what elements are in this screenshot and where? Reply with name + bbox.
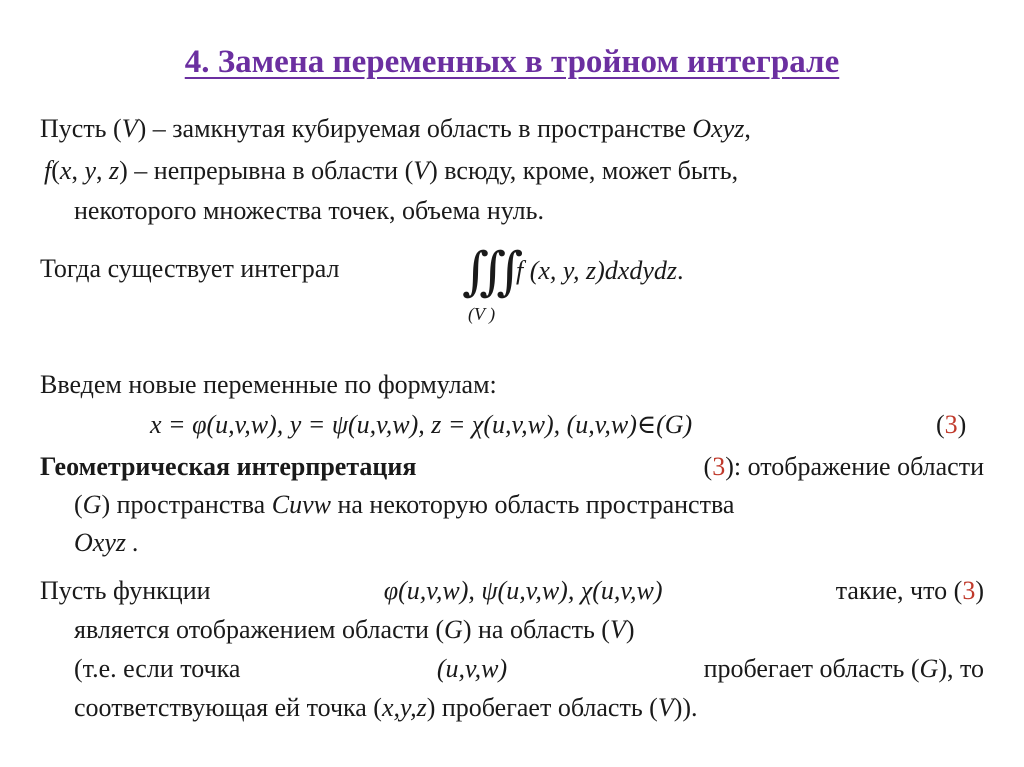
slide-title: 4. Замена переменных в тройном интеграле	[184, 44, 840, 80]
paragraph-1-line-1: Пусть (V) – замкнутая кубируемая область в пространстве Oxyz,	[40, 114, 751, 143]
integral-domain-label: (V )	[468, 304, 496, 324]
paragraph-1-line-2: f(x, y, z) – непрерывна в области (V) всюду, кроме, может быть,	[44, 156, 739, 185]
paragraph-5-line-2: является отображением области (G) на область (V)	[74, 615, 635, 644]
substitution-formula: x = φ(u,v,w), y = ψ(u,v,w), z = χ(u,v,w), (u,v,w)∈(G)	[150, 410, 693, 439]
triple-integral	[462, 242, 782, 326]
paragraph-2-text: Тогда существует интеграл	[40, 254, 340, 283]
integrand: f (x, y, z)dxdydz.	[516, 256, 684, 285]
equation-number: (3)	[936, 410, 967, 439]
paragraph-4-line-3: Oxyz .	[74, 528, 139, 557]
paragraph-3-line-1: Введем новые переменные по формулам:	[40, 370, 497, 399]
paragraph-5-line-1: Пусть функции φ(u,v,w), ψ(u,v,w), χ(u,v,w) такие, что (3)	[40, 576, 984, 605]
paragraph-4-line-1: Геометрическая интерпретация (3): отображение области	[40, 452, 984, 481]
paragraph-5-line-4: соответствующая ей точка (x,y,z) пробегает область (V)).	[74, 693, 698, 722]
paragraph-4-line-2: (G) пространства Cuvw на некоторую область пространства	[74, 490, 735, 519]
paragraph-1-line-3: некоторого множества точек, объема нуль.	[74, 196, 544, 225]
triple-integral-sign: ∭	[462, 242, 510, 302]
paragraph-5-line-3: (т.е. если точка (u,v,w) пробегает область (G), то	[74, 654, 984, 683]
